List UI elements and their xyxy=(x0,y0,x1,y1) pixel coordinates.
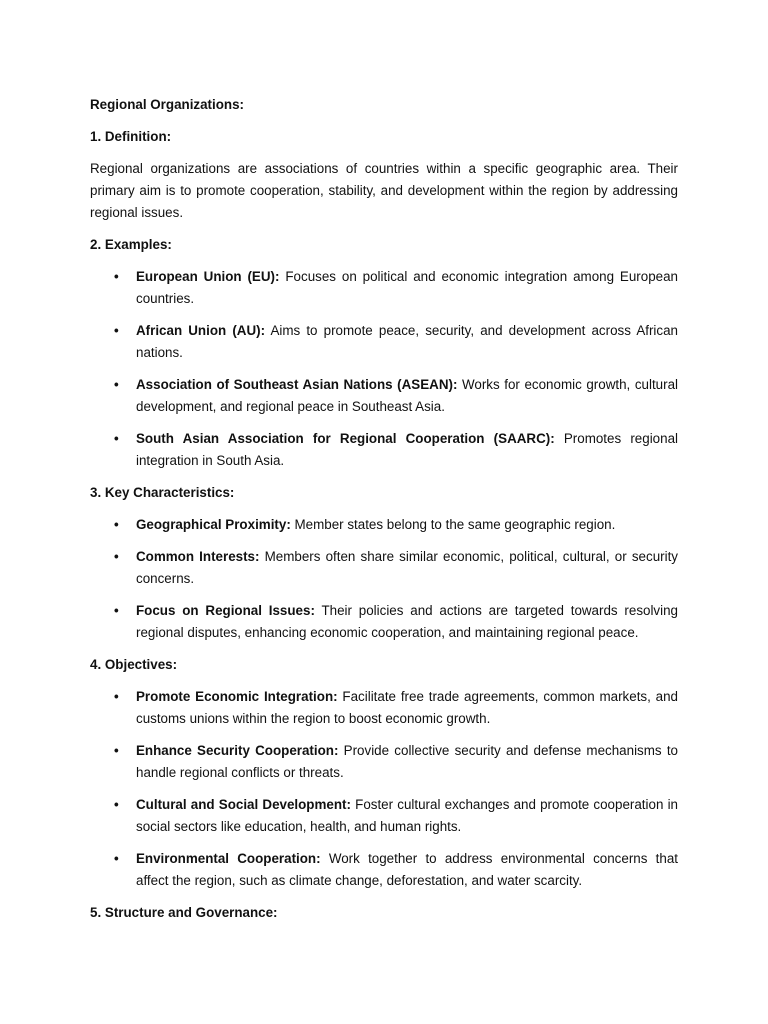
list-item xyxy=(90,428,678,472)
bullet-icon: • xyxy=(114,517,119,532)
item-term: Promote Economic Integration: xyxy=(136,689,338,704)
item-text: Foster cultural exchanges and promote cooperation in social sectors like education, health, and human rights. xyxy=(136,797,679,834)
item-text: Their policies and actions are targeted towards resolving regional disputes, enhancing economic cooperation, and maintaining regional peace. xyxy=(136,603,678,640)
list-item xyxy=(90,320,678,364)
bullet-icon: • xyxy=(114,323,119,338)
item-text: Promotes regional integration in South Asia. xyxy=(136,431,678,468)
list-item xyxy=(90,740,678,784)
objectives-list xyxy=(90,686,678,892)
bullet-icon: • xyxy=(114,549,119,564)
item-text: Aims to promote peace, security, and development across African nations. xyxy=(136,323,678,360)
section-heading-objectives: 4. Objectives: xyxy=(90,657,178,672)
document-page xyxy=(90,94,678,934)
list-item xyxy=(90,600,678,644)
bullet-icon: • xyxy=(114,431,119,446)
list-item xyxy=(90,514,678,536)
list-item xyxy=(90,266,678,310)
list-item xyxy=(90,374,678,418)
bullet-icon: • xyxy=(114,851,119,866)
bullet-icon: • xyxy=(114,689,119,704)
definition-paragraph: Regional organizations are associations of countries within a specific geographic area. Their primary aim is to promote cooperation, stability, and development within the region by addressing regional issues. xyxy=(90,161,678,220)
item-text: Work together to address environmental concerns that affect the region, such as climate change, deforestation, and water scarcity. xyxy=(136,851,679,888)
section-heading-characteristics: 3. Key Characteristics: xyxy=(90,485,235,500)
bullet-icon: • xyxy=(114,269,119,284)
item-term: Environmental Cooperation: xyxy=(136,851,321,866)
item-term: Common Interests: xyxy=(136,549,260,564)
item-text: Facilitate free trade agreements, common markets, and customs unions within the region to boost economic growth. xyxy=(136,689,678,726)
list-item xyxy=(90,686,678,730)
item-term: Cultural and Social Development: xyxy=(136,797,351,812)
list-item xyxy=(90,794,678,838)
bullet-icon: • xyxy=(114,603,119,618)
document-title: Regional Organizations: xyxy=(90,97,245,112)
section-heading-structure: 5. Structure and Governance: xyxy=(90,905,278,920)
list-item xyxy=(90,546,678,590)
characteristics-list xyxy=(90,514,678,644)
section-heading-examples: 2. Examples: xyxy=(90,237,172,252)
item-term: Geographical Proximity: xyxy=(136,517,291,532)
item-text: Works for economic growth, cultural development, and regional peace in Southeast Asia. xyxy=(136,377,678,414)
examples-list xyxy=(90,266,678,472)
list-item xyxy=(90,848,678,892)
item-term: Association of Southeast Asian Nations (ASEAN): xyxy=(136,377,458,392)
bullet-icon: • xyxy=(114,377,119,392)
item-text: Members often share similar economic, political, cultural, or security concerns. xyxy=(136,549,678,586)
bullet-icon: • xyxy=(114,797,119,812)
section-heading-definition: 1. Definition: xyxy=(90,129,172,144)
item-text: Focuses on political and economic integration among European countries. xyxy=(136,269,679,306)
item-text: Provide collective security and defense mechanisms to handle regional conflicts or threats. xyxy=(136,743,678,780)
bullet-icon: • xyxy=(114,743,119,758)
item-term: Focus on Regional Issues: xyxy=(136,603,315,618)
item-term: African Union (AU): xyxy=(136,323,266,338)
item-term: South Asian Association for Regional Cooperation (SAARC): xyxy=(136,431,555,446)
item-text: Member states belong to the same geographic region. xyxy=(290,517,616,532)
item-term: Enhance Security Cooperation: xyxy=(136,743,339,758)
item-term: European Union (EU): xyxy=(136,269,280,284)
